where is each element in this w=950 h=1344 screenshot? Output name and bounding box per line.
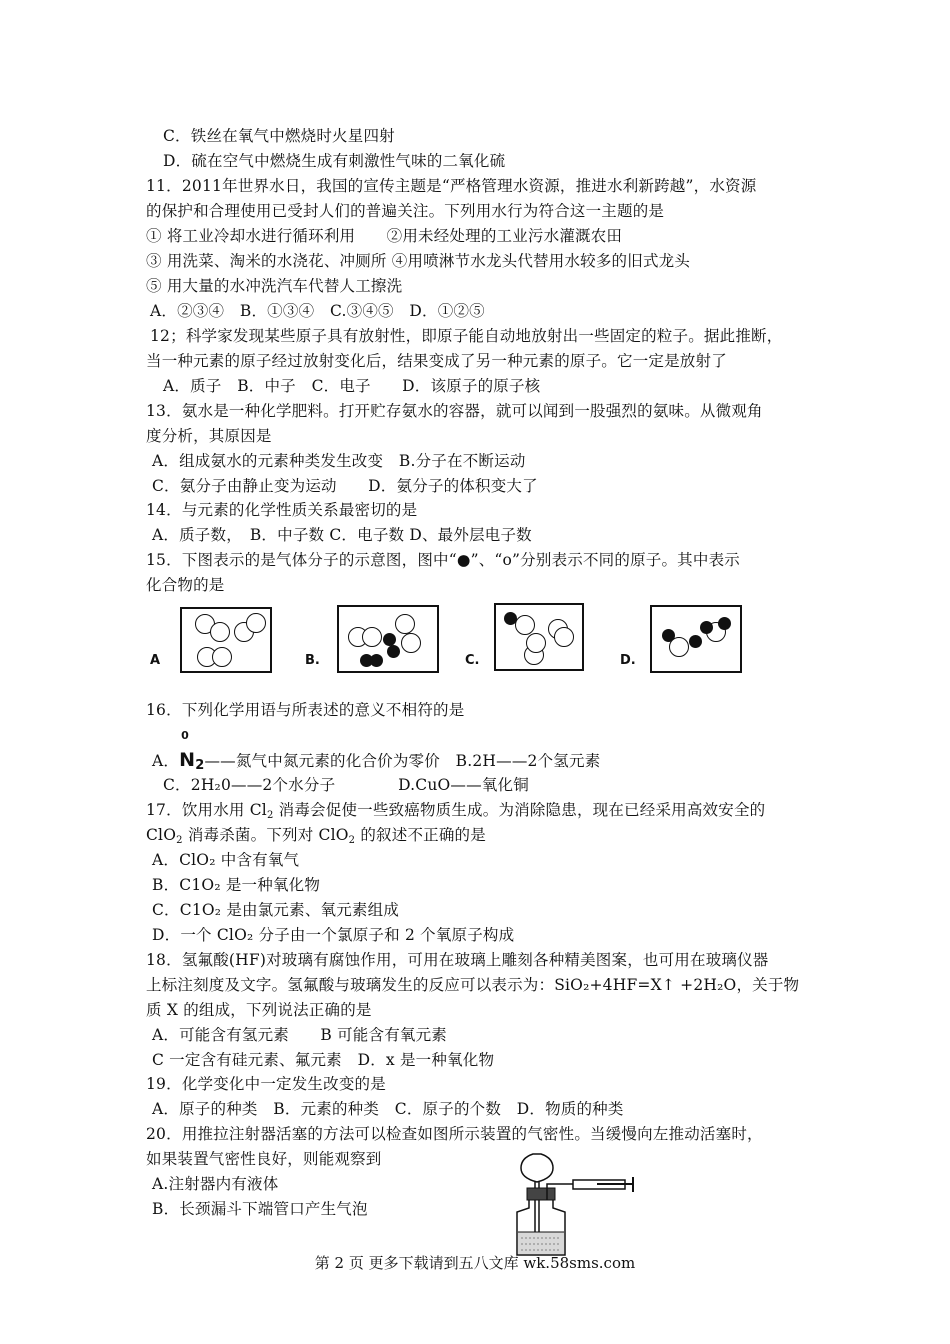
q11-item3: ⑤ 用大量的水冲洗汽车代替人工擦洗 [146, 277, 403, 295]
q12-line2: 当一种元素的原子经过放射变化后，结果变成了另一种元素的原子。它一定是放射了 [146, 352, 727, 370]
white-atom [395, 614, 415, 634]
funnel-bulb [521, 1154, 553, 1182]
q15-line1: 15．下图表示的是气体分子的示意图，图中“●”、“o”分别表示不同的原子。其中表示 [146, 551, 740, 569]
valence-zero: 0 [181, 729, 189, 742]
n2-valence-symbol [179, 729, 205, 776]
q17-l2b: 消毒杀菌。下列对 ClO [182, 826, 349, 844]
q17-line1 [146, 800, 765, 826]
fig-label-a: A [150, 653, 161, 668]
white-atom [401, 633, 421, 653]
white-atom [554, 627, 574, 647]
q17-l2a: ClO [146, 826, 177, 844]
q17-l1b: 消毒会促使一些致癌物质生成。为消除隐患，现在已经采用高效安全的 [273, 801, 766, 819]
q18-line1: 18．氢氟酸(HF)对玻璃有腐蚀作用，可用在玻璃上雕刻各种精美图案，也可用在玻璃仪器 [146, 951, 769, 969]
white-atom [246, 613, 266, 633]
black-atom [504, 612, 517, 625]
q13-options-ab: A．组成氨水的元素种类发生改变 B.分子在不断运动 [152, 452, 526, 470]
q16-option-cd: C．2H₂0——2个水分子 D.CuO——氧化铜 [163, 776, 529, 794]
black-atom [718, 617, 731, 630]
option-d-q10: D．硫在空气中燃烧生成有刺激性气味的二氧化硫 [163, 152, 506, 170]
q11-line2: 的保护和合理使用已受封人们的普遍关注。下列用水行为符合这一主题的是 [146, 202, 665, 220]
q17-option-b: B．C1O₂ 是一种氧化物 [152, 876, 321, 894]
q14-options: A．质子数， B．中子数 C．电子数 D、最外层电子数 [152, 526, 532, 544]
q17-l1sub: 2 [266, 810, 274, 821]
white-atom [669, 637, 689, 657]
airtightness-apparatus [505, 1150, 645, 1260]
q17-l1a: 17．饮用水用 Cl [146, 801, 267, 819]
q11-item2: ③ 用洗菜、淘米的水浇花、冲厕所 ④用喷淋节水龙头代替用水较多的旧式龙头 [146, 252, 691, 270]
q16-stem: 16．下列化学用语与所表述的意义不相符的是 [146, 701, 465, 719]
q12-line1: 12；科学家发现某些原子具有放射性，即原子能自动地放射出一些固定的粒子。据此推断， [150, 327, 783, 345]
white-atom [526, 633, 546, 653]
fig-label-b: B. [305, 653, 320, 668]
panel-d [650, 605, 742, 673]
q17-option-d: D．一个 ClO₂ 分子由一个氯原子和 2 个氧原子构成 [152, 926, 515, 944]
q20-option-a: A.注射器内有液体 [152, 1175, 279, 1193]
option-c-q10: C．铁丝在氧气中燃烧时火星四射 [163, 127, 395, 145]
q17-option-a: A．ClO₂ 中含有氧气 [152, 851, 300, 869]
q11-item1: ① 将工业冷却水进行循环利用 ②用未经处理的工业污水灌溉农田 [146, 227, 623, 245]
q17-l2sub2: 2 [348, 835, 356, 846]
q13-options-cd: C．氨分子由静止变为运动 D．氨分子的体积变大了 [152, 477, 538, 495]
q20-line1: 20．用推拉注射器活塞的方法可以检查如图所示装置的气密性。当缓慢向左推动活塞时， [146, 1125, 763, 1143]
black-atom [387, 645, 400, 658]
black-atom [700, 621, 713, 634]
liquid [518, 1232, 564, 1254]
q19-stem: 19．化学变化中一定发生改变的是 [146, 1075, 386, 1093]
fig-label-c: C. [465, 653, 480, 668]
q18-options-ab: A．可能含有氢元素 B 可能含有氧元素 [152, 1026, 448, 1044]
q16-a-prefix: A． [152, 752, 180, 770]
fig-label-d: D. [620, 653, 636, 668]
q16-option-ab [152, 729, 601, 776]
n-symbol: N [179, 749, 196, 771]
white-atom [515, 615, 535, 635]
q18-line3: 质 X 的组成，下列说法正确的是 [146, 1001, 372, 1019]
rubber-stopper [527, 1188, 555, 1200]
n2-subscript: 2 [195, 758, 205, 773]
q17-l2sub: 2 [176, 835, 183, 846]
q20-line2: 如果装置气密性良好，则能观察到 [146, 1150, 382, 1168]
panel-c [494, 603, 584, 671]
q20-option-b: B．长颈漏斗下端管口产生气泡 [152, 1200, 368, 1218]
q19-options: A．原子的种类 B．元素的种类 C．原子的个数 D．物质的种类 [152, 1100, 624, 1118]
q13-line2: 度分析，其原因是 [146, 427, 272, 445]
q18-line2: 上标注刻度及文字。氢氟酸与玻璃发生的反应可以表示为：SiO₂+4HF=X↑ +2H₂O，关于物 [146, 976, 800, 994]
q16-a-text: ——氮气中氮元素的化合价为零价 B.2H——2个氢元素 [204, 752, 601, 770]
black-atom [689, 635, 702, 648]
q17-option-c: C．C1O₂ 是由氯元素、氧元素组成 [152, 901, 400, 919]
q13-line1: 13．氨水是一种化学肥料。打开贮存氨水的容器，就可以闻到一股强烈的氨味。从微观角 [146, 402, 763, 420]
white-atom [362, 627, 382, 647]
white-atom [212, 647, 232, 667]
panel-b [337, 605, 439, 673]
panel-a [180, 607, 272, 673]
black-atom [370, 654, 383, 667]
white-atom [210, 622, 230, 642]
q18-options-cd: C 一定含有硅元素、氟元素 D．x 是一种氧化物 [152, 1051, 495, 1069]
q12-options: A．质子 B．中子 C．电子 D．该原子的原子核 [163, 377, 541, 395]
q14-stem: 14．与元素的化学性质关系最密切的是 [146, 501, 418, 519]
q11-line1: 11．2011年世界水日，我国的宣传主题是“严格管理水资源，推进水利新跨越”，水资源 [146, 177, 757, 195]
q15-line2: 化合物的是 [146, 576, 225, 594]
q11-options: A．②③④ B．①③④ C.③④⑤ D．①②⑤ [150, 302, 485, 320]
page-footer: 第 2 页 更多下载请到五八文库 wk.58sms.com [314, 1254, 636, 1272]
q17-l2c: 的叙述不正确的是 [355, 826, 486, 844]
q17-line2 [146, 825, 486, 851]
